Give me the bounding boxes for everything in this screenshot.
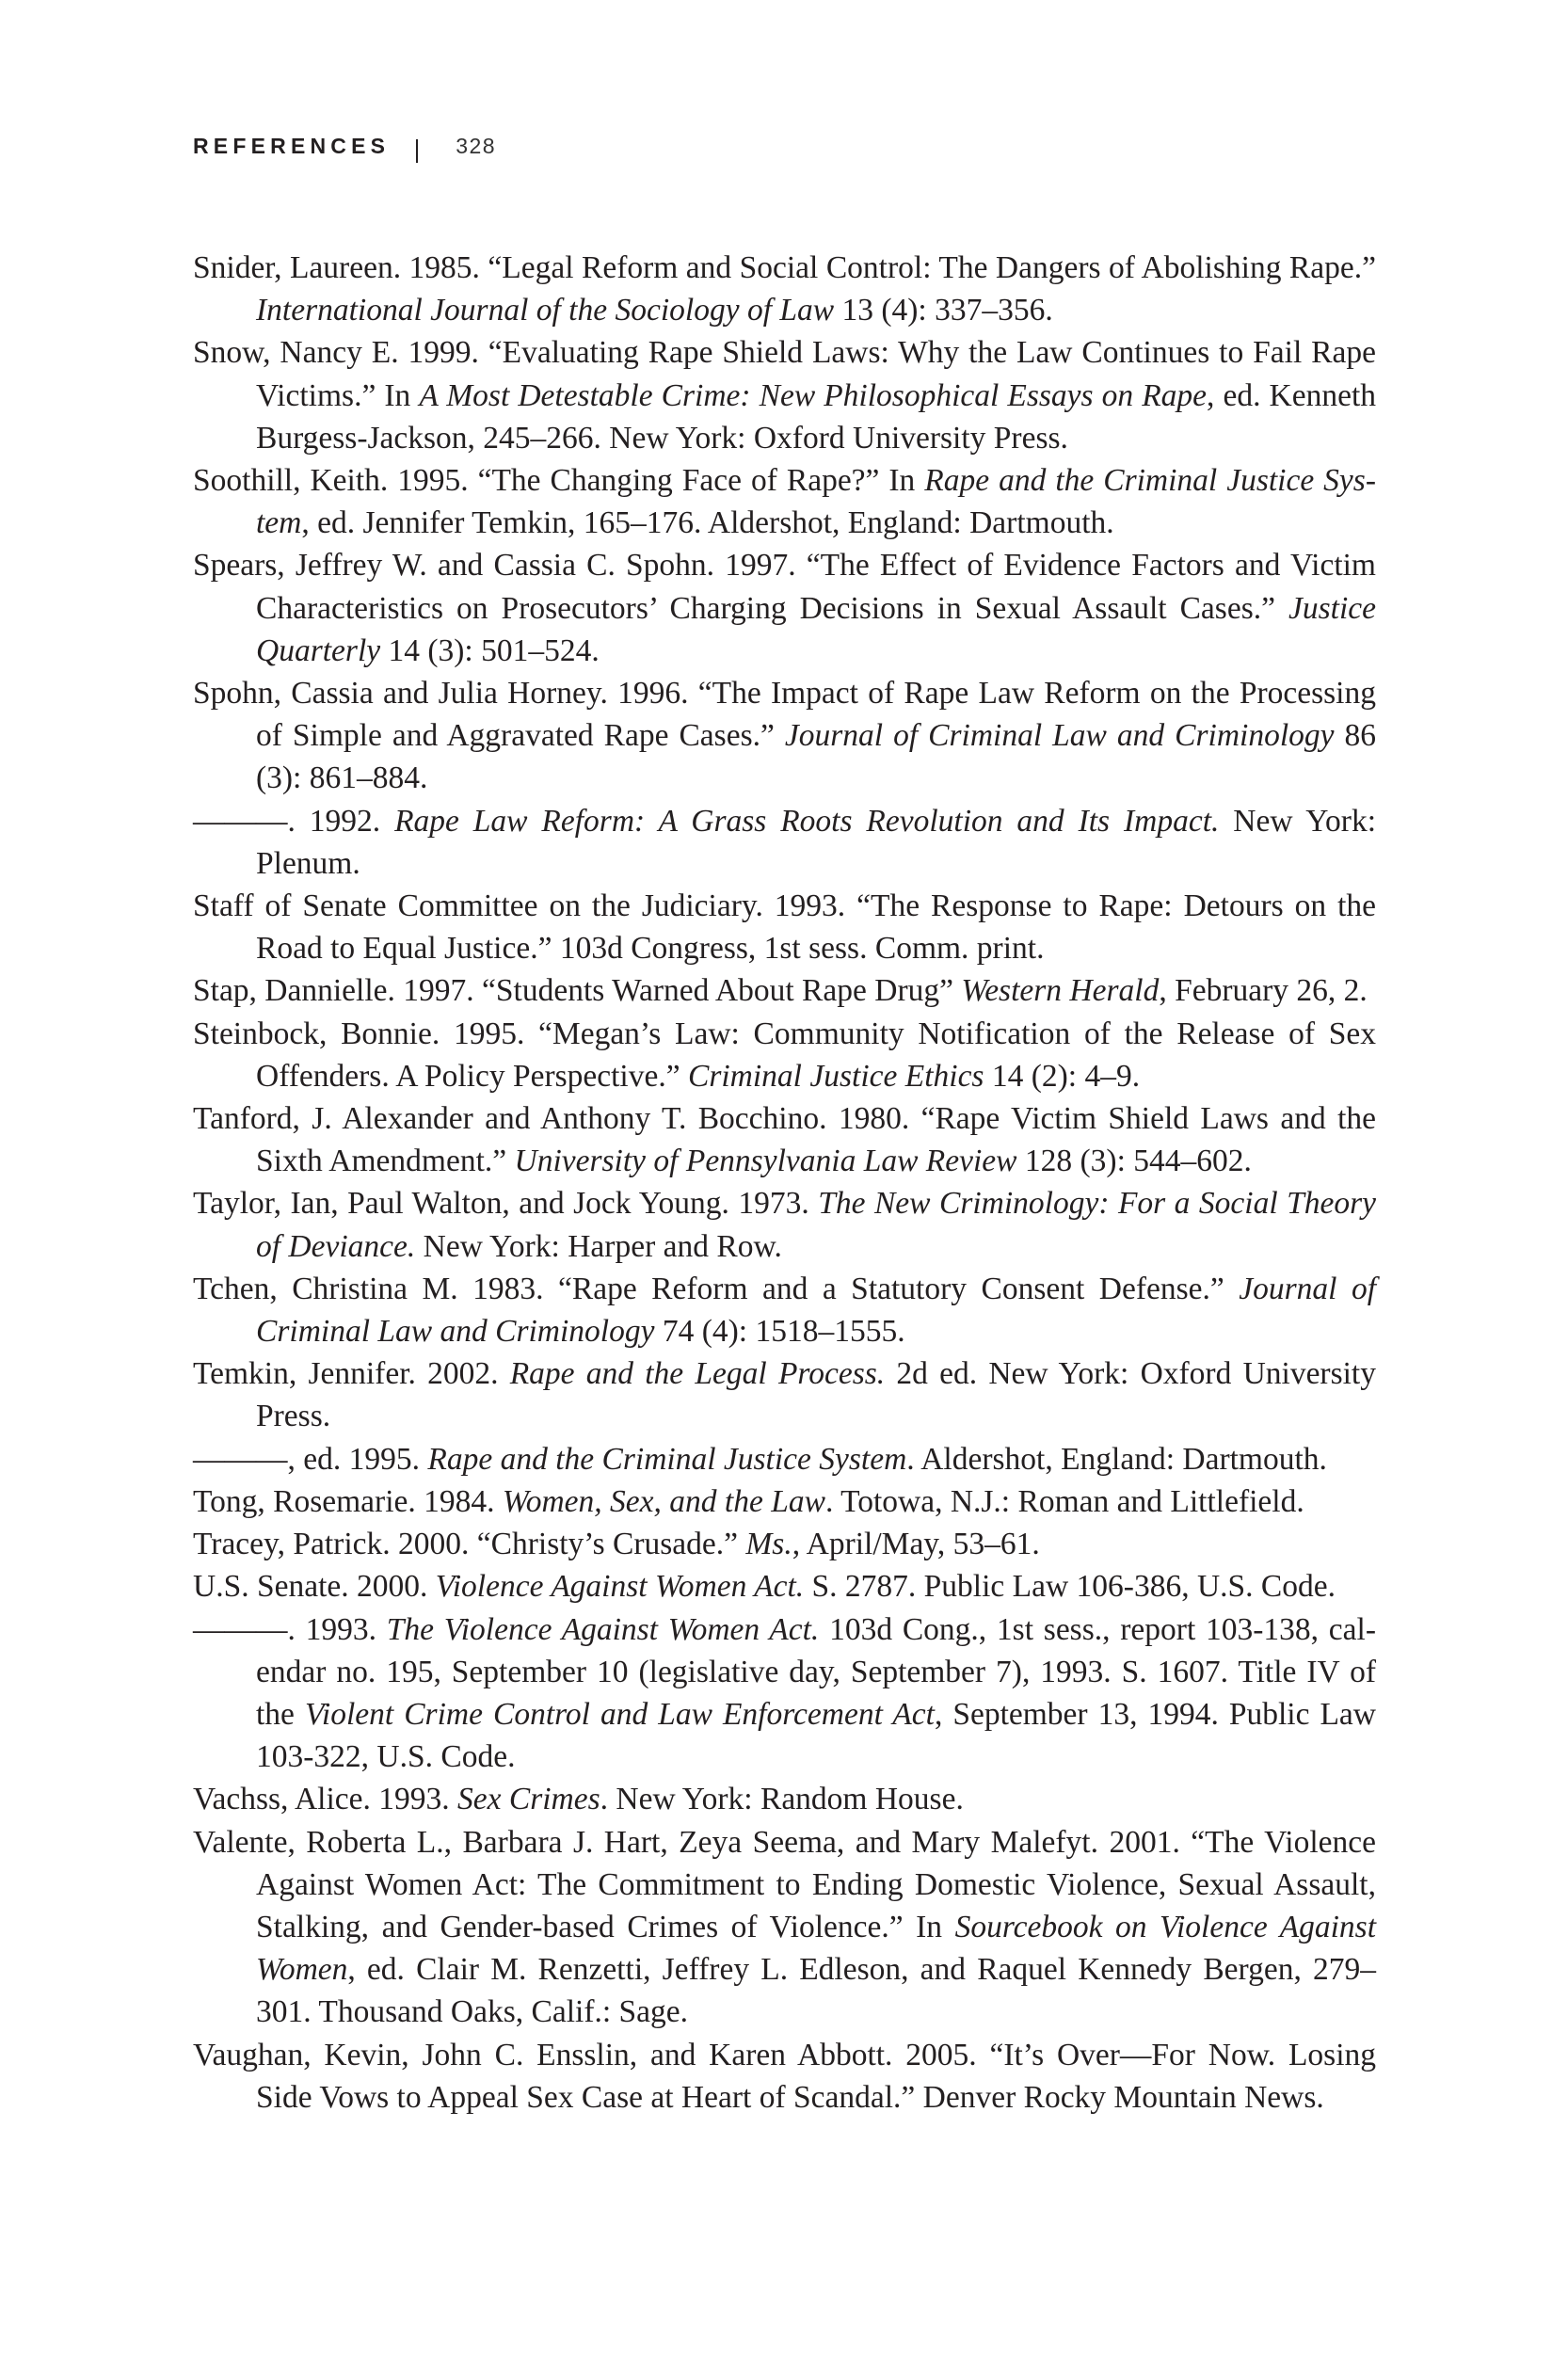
reference-text: 13 (4): 337–356. [834,293,1053,328]
section-title: REFERENCES [193,133,391,158]
reference-entry [193,1182,1376,1267]
reference-text: Temkin, Jennifer. 2002. [193,1356,510,1392]
reference-entry [193,672,1376,800]
reference-text: New York: Harper and Row. [415,1228,782,1264]
reference-text: , ed. Jennifer Temkin, 165–176. Aldershot, England: Dartmouth. [301,505,1114,541]
reference-title-italic: Sex Crimes [457,1782,600,1817]
reference-text: Spears, Jeffrey W. and Cassia C. Spohn. 1997. “The Effect of Evidence Factors and Victim Characteristics on Prosecutors’ Charging Decisions in Sexual Assault Cases.” [193,548,1376,626]
reference-text: 128 (3): 544–602. [1016,1144,1252,1179]
reference-text: 103d Cong., 1st sess., report 103-138, calendar no. 195, September 10 (legislative day, September 7), 1993. S. 1607. Title IV of the [256,1611,1377,1732]
reference-text: 86 (3): 861–884. [256,718,1377,796]
reference-entry [193,1352,1376,1437]
reference-text: Tong, Rosemarie. 1984. [193,1483,503,1519]
reference-text: Snider, Laureen. 1985. “Legal Reform and Social Control: The Dangers of Abolishing Rape.” [193,250,1376,285]
reference-text: 14 (3): 501–524. [380,632,600,668]
reference-text: Snow, Nancy E. 1999. “Evaluating Rape Shield Laws: Why the Law Continues to Fail Rape Victims.” In [193,335,1376,413]
reference-title-italic: The Violence Against Women Act. [386,1611,820,1647]
reference-text: , ed. Kenneth Burgess-Jackson, 245–266. New York: Oxford University Press. [256,377,1377,456]
reference-list [193,247,1376,2119]
reference-title-italic: International Journal of the Sociology of Law [256,293,835,328]
page-number: 328 [456,133,497,158]
reference-text: Valente, Roberta L., Barbara J. Hart, Zeya Seema, and Mary Malefyt. 2001. “The Violence Against Women Act: The Commitment to Ending Domestic Violence, Sexual Assault, Stalking, and Gender-based Crimes of Violence.” In [193,1824,1376,1944]
running-head [193,132,496,160]
reference-entry [193,459,1376,544]
reference-entry [193,1013,1376,1097]
reference-entry [193,969,1376,1012]
reference-entry [193,1565,1376,1608]
reference-text: Tchen, Christina M. 1983. “Rape Reform and a Statutory Consent Defense.” [193,1271,1240,1306]
reference-title-italic: Sourcebook on Violence Against Women [256,1909,1376,1988]
reference-text: Vachss, Alice. 1993. [193,1782,457,1817]
reference-entry [193,2034,1376,2119]
reference-text: ———. 1993. [193,1611,387,1647]
reference-text: Tracey, Patrick. 2000. “Christy’s Crusade.” [193,1527,746,1562]
reference-entry [193,885,1376,969]
reference-title-italic: Rape Law Reform: A Grass Roots Revolution and Its Impact. [394,803,1220,839]
reference-text: Stap, Dannielle. 1997. “Students Warned About Rape Drug” [193,973,962,1009]
reference-entry [193,1480,1376,1523]
reference-text: 2d ed. New York: Oxford University Press. [256,1356,1376,1434]
reference-title-italic: The New Criminology: For a Social Theory of Deviance. [256,1186,1376,1264]
reference-text: ———. 1992. [193,803,395,839]
reference-entry [193,1268,1376,1352]
reference-title-italic: Journal of Criminal Law and Criminology [784,718,1335,754]
reference-text: , February 26, 2. [1159,973,1368,1009]
reference-text: 74 (4): 1518–1555. [654,1314,905,1350]
reference-title-italic: University of Pennsylvania Law Review [514,1144,1017,1179]
reference-text: Soothill, Keith. 1995. “The Changing Face of Rape?” In [193,463,925,499]
reference-text: Tanford, J. Alexander and Anthony T. Bocchino. 1980. “Rape Victim Shield Laws and the Sixth Amendment.” [193,1101,1376,1179]
reference-text: S. 2787. Public Law 106-386, U.S. Code. [804,1569,1336,1605]
reference-text: U.S. Senate. 2000. [193,1569,436,1605]
reference-text: , ed. Clair M. Renzetti, Jeffrey L. Edleson, and Raquel Kennedy Bergen, 279–301. Thousand Oaks, Calif.: Sage. [256,1952,1376,2030]
header-separator [416,139,418,163]
reference-entry [193,331,1376,459]
reference-text: , September 13, 1994. Public Law 103-322, U.S. Code. [256,1696,1376,1775]
reference-title-italic: A Most Detestable Crime: New Philosophical Essays on Rape [419,377,1208,413]
reference-entry [193,800,1376,885]
reference-text: , April/May, 53–61. [792,1527,1040,1562]
reference-title-italic: Rape and the Legal Process. [509,1356,886,1392]
reference-entry [193,1097,1376,1182]
reference-text: Spohn, Cassia and Julia Horney. 1996. “The Impact of Rape Law Reform on the Processing of Simple and Aggravated Rape Cases.” [193,676,1376,754]
reference-text: New York: Plenum. [256,803,1377,881]
reference-entry [193,1821,1376,2034]
reference-text: . Totowa, N.J.: Roman and Littlefield. [824,1483,1304,1519]
reference-entry [193,544,1376,672]
reference-entry [193,1438,1376,1480]
reference-text: Vaughan, Kevin, John C. Ensslin, and Karen Abbott. 2005. “It’s Over—For Now. Losing Side Vows to Appeal Sex Case at Heart of Scandal.” Denver Rocky Mountain News. [193,2037,1376,2115]
reference-entry [193,247,1376,331]
reference-title-italic: Women, Sex, and the Law [502,1483,825,1519]
reference-title-italic: Ms. [745,1527,792,1562]
reference-text: Taylor, Ian, Paul Walton, and Jock Young. 1973. [193,1186,819,1222]
reference-title-italic: Justice Quarterly [256,590,1376,668]
reference-text: . New York: Random House. [600,1782,964,1817]
reference-entry [193,1778,1376,1820]
reference-title-italic: Violence Against Women Act. [435,1569,805,1605]
reference-text: ———, ed. 1995. [193,1441,428,1477]
reference-title-italic: Criminal Justice Ethics [687,1058,984,1094]
reference-title-italic: Journal of Criminal Law and Criminology [256,1271,1376,1350]
reference-title-italic: Western Herald [961,973,1160,1009]
reference-title-italic: Rape and the Criminal Justice System [256,463,1376,541]
reference-entry [193,1523,1376,1565]
reference-entry [193,1608,1376,1779]
reference-title-italic: Violent Crime Control and Law Enforcement Act [304,1696,935,1732]
reference-text: . Aldershot, England: Dartmouth. [906,1441,1327,1477]
reference-text: 14 (2): 4–9. [984,1058,1141,1094]
reference-text: Steinbock, Bonnie. 1995. “Megan’s Law: Community Notification of the Release of Sex Offenders. A Policy Perspective.” [193,1016,1376,1094]
reference-text: Staff of Senate Committee on the Judiciary. 1993. “The Response to Rape: Detours on the Road to Equal Justice.” 103d Congress, 1st sess. Comm. print. [193,888,1376,967]
reference-title-italic: Rape and the Criminal Justice System [427,1441,907,1477]
